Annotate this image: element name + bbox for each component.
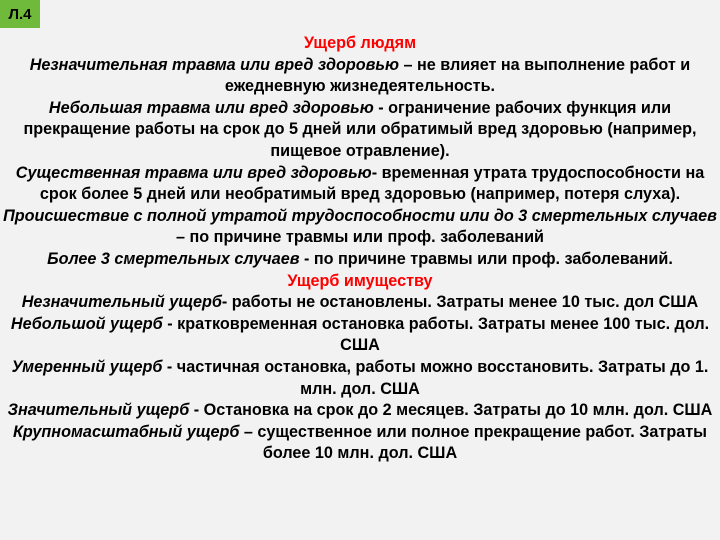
property-item: [0, 400, 720, 422]
people-item-text: - ограничение рабочих функция или прекращение работы на срок до 5 дней или обратимый вред здоровью (например, пищевое отравление).: [23, 98, 697, 160]
people-item: [0, 55, 720, 98]
property-item-text: – существенное или полное прекращение работ. Затраты более 10 млн. дол. США: [239, 422, 707, 463]
people-item: [0, 163, 720, 206]
slide-number-badge: Л.4: [0, 0, 40, 28]
slide-body: [0, 33, 720, 465]
people-damage-heading: Ущерб людям: [303, 34, 417, 52]
property-item: [0, 422, 720, 465]
property-item-text: - частичная остановка, работы можно восстановить. Затраты до 1. млн. дол. США: [162, 357, 709, 398]
property-item-text: - кратковременная остановка работы. Затраты менее 100 тыс. дол. США: [162, 314, 710, 355]
people-item-text: – по причине травмы или проф. заболеваний: [176, 228, 544, 247]
people-item: [0, 206, 720, 249]
property-item: [0, 292, 720, 314]
people-item: [0, 249, 720, 271]
property-item: [0, 357, 720, 400]
property-item-term: Крупномасштабный ущерб: [12, 422, 240, 441]
people-item-text: - временная утрата трудоспособности на срок более 5 дней или необратимый вред здоровью (например, потеря слуха).: [39, 163, 705, 204]
property-item: [0, 314, 720, 357]
people-item: [0, 98, 720, 163]
people-item-text: - по причине травмы или проф. заболеваний.: [299, 249, 673, 268]
property-item-text: - работы не остановлены. Затраты менее 10 тыс. дол США: [221, 293, 699, 312]
people-item-term: Происшествие с полной утратой трудоспособности или до 3 смертельных случаев: [3, 206, 717, 225]
property-item-term: Незначительный ущерб: [21, 293, 222, 312]
people-item-term: Существенная травма или вред здоровью: [15, 163, 372, 182]
property-item-term: Умеренный ущерб: [11, 357, 163, 376]
property-item-text: - Остановка на срок до 2 месяцев. Затраты до 10 млн. дол. США: [189, 401, 713, 420]
people-item-text: – не влияет на выполнение работ и ежедневную жизнедеятельность.: [224, 55, 691, 96]
people-item-term: Небольшая травма или вред здоровью: [48, 98, 374, 117]
people-item-term: Более 3 смертельных случаев: [47, 249, 300, 268]
property-item-term: Небольшой ущерб: [10, 314, 163, 333]
property-damage-heading: Ущерб имуществу: [287, 271, 433, 290]
property-item-term: Значительный ущерб: [7, 401, 190, 420]
people-item-term: Незначительная травма или вред здоровью: [29, 55, 399, 74]
